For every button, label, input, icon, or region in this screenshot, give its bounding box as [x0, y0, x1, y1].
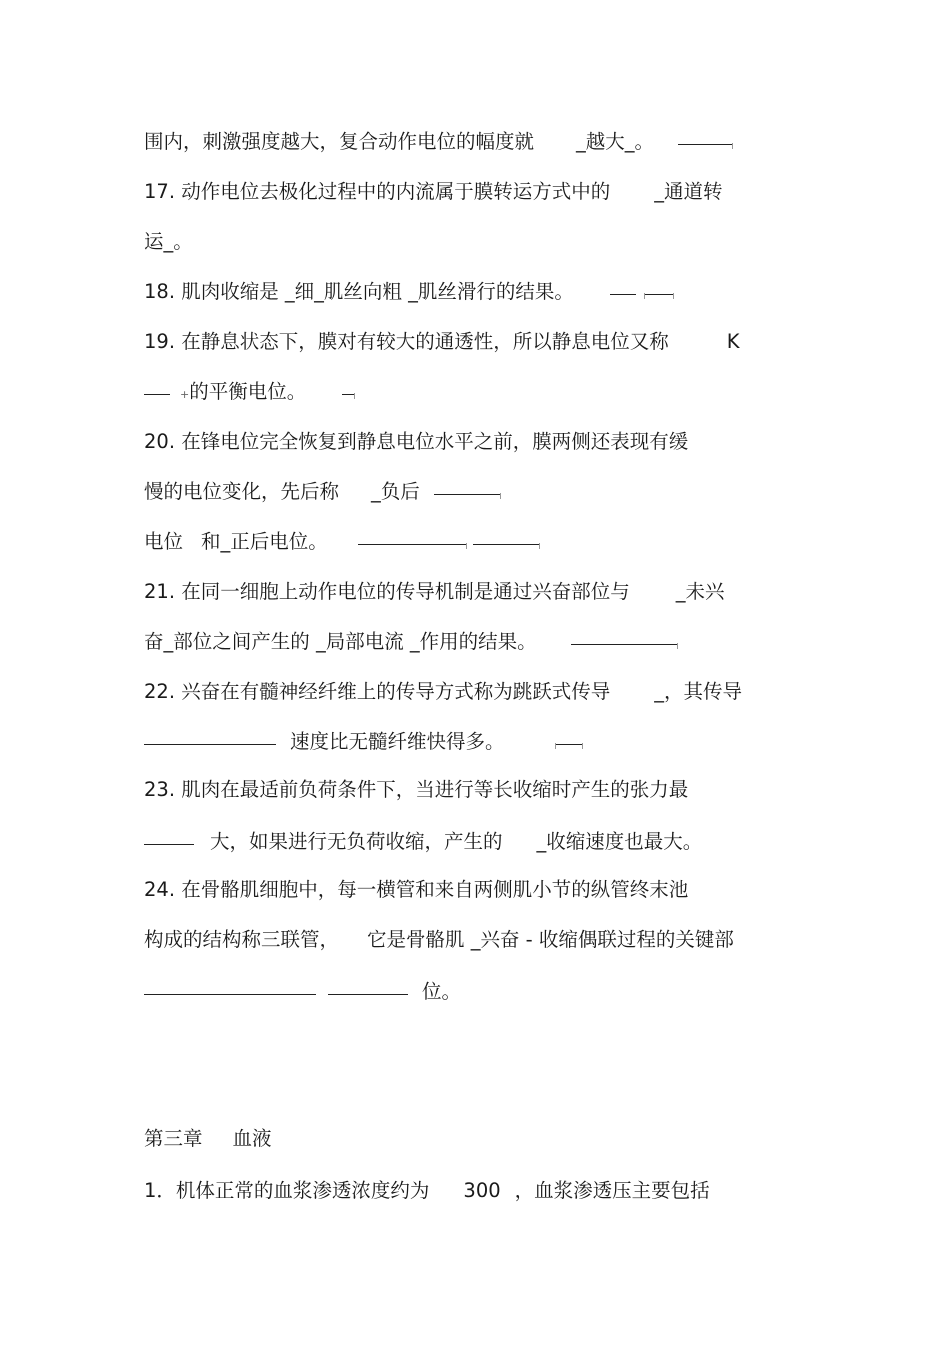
answer-blank — [144, 393, 170, 395]
answer-blank — [342, 393, 354, 395]
answer-blank — [144, 743, 276, 745]
line-text: 慢的电位变化，先后称 — [144, 480, 340, 503]
line-text: 位。 — [422, 980, 462, 1003]
question-1 — [144, 1177, 710, 1205]
text-line-14 — [144, 776, 688, 804]
answer-text: 300 — [463, 1179, 501, 1202]
text-line-1 — [144, 128, 733, 156]
text-line-15 — [144, 828, 702, 856]
line-text: 22. 兴奋在有髓神经纤维上的传导方式称为跳跃式传导 — [144, 680, 611, 703]
line-text: 20. 在锋电位完全恢复到静息电位水平之前，膜两侧还表现有缓 — [144, 430, 689, 453]
text-line-16 — [144, 876, 688, 904]
superscript-plus: + — [180, 388, 190, 401]
answer-text: _收缩速度也最大。 — [536, 830, 703, 853]
text-line-10 — [144, 578, 724, 606]
answer-text: 和_正后电位。 — [201, 530, 328, 553]
answer-text: _负后 — [371, 480, 420, 503]
text-line-5 — [144, 328, 740, 356]
line-text: ，血浆渗透压主要包括 — [514, 1179, 710, 1202]
line-text: 大，如果进行无负荷收缩，产生的 — [210, 830, 503, 853]
text-line-8 — [144, 478, 501, 506]
answer-blank — [144, 993, 316, 995]
text-line-13 — [144, 728, 583, 756]
answer-blank — [144, 843, 194, 845]
answer-blank — [571, 643, 677, 645]
line-text: 19. 在静息状态下，膜对有较大的通透性，所以静息电位又称 — [144, 330, 669, 353]
text-line-17 — [144, 926, 734, 954]
text-line-3 — [144, 228, 193, 256]
answer-blank — [556, 743, 582, 745]
text-line-12 — [144, 678, 742, 706]
answer-blank — [610, 293, 636, 295]
chapter-number: 第三章 — [144, 1127, 203, 1150]
answer-blank — [358, 543, 466, 545]
text-line-7 — [144, 428, 688, 456]
text-line-2 — [144, 178, 722, 206]
line-text: 18. 肌肉收缩是 _细_肌丝向粗 _肌丝滑行的结果。 — [144, 280, 574, 303]
chapter-title: 血液 — [232, 1127, 272, 1150]
text-line-9 — [144, 528, 540, 556]
line-text: 运_。 — [144, 230, 193, 253]
text-line-4 — [144, 278, 674, 306]
line-text: 21. 在同一细胞上动作电位的传导机制是通过兴奋部位与 — [144, 580, 630, 603]
line-text: 24. 在骨骼肌细胞中，每一横管和来自两侧肌小节的纵管终末池 — [144, 878, 689, 901]
answer-text: K — [726, 330, 740, 353]
line-text: 17. 动作电位去极化过程中的内流属于膜转运方式中的 — [144, 180, 611, 203]
answer-blank — [678, 143, 732, 145]
line-text: 构成的结构称三联管， — [144, 928, 340, 951]
answer-blank — [328, 993, 408, 995]
line-text: 23. 肌肉在最适前负荷条件下，当进行等长收缩时产生的张力最 — [144, 778, 689, 801]
answer-text: _越大_。 — [576, 130, 655, 153]
line-text: 速度比无髓纤维快得多。 — [290, 730, 505, 753]
line-text: 电位 — [144, 530, 184, 553]
answer-text: 它是骨骼肌 _兴奋 - 收缩偶联过程的关键部 — [367, 928, 734, 951]
answer-text: _通道转 — [654, 180, 723, 203]
text-line-18 — [144, 978, 461, 1006]
line-text: 奋_部位之间产生的 — [144, 630, 316, 653]
answer-blank — [434, 493, 500, 495]
line-text: 1．机体正常的血浆渗透浓度约为 — [144, 1179, 430, 1202]
answer-text: _，其传导 — [654, 680, 742, 703]
answer-blank — [645, 293, 673, 295]
line-text: 的平衡电位。 — [189, 380, 307, 403]
text-line-6 — [144, 378, 355, 409]
answer-text: _局部电流 _作用的结果。 — [315, 630, 537, 653]
chapter-heading — [144, 1125, 272, 1153]
text-line-11 — [144, 628, 678, 656]
answer-text: _未兴 — [675, 580, 725, 603]
line-text: 围内，刺激强度越大，复合动作电位的幅度就 — [144, 130, 535, 153]
answer-blank — [473, 543, 539, 545]
